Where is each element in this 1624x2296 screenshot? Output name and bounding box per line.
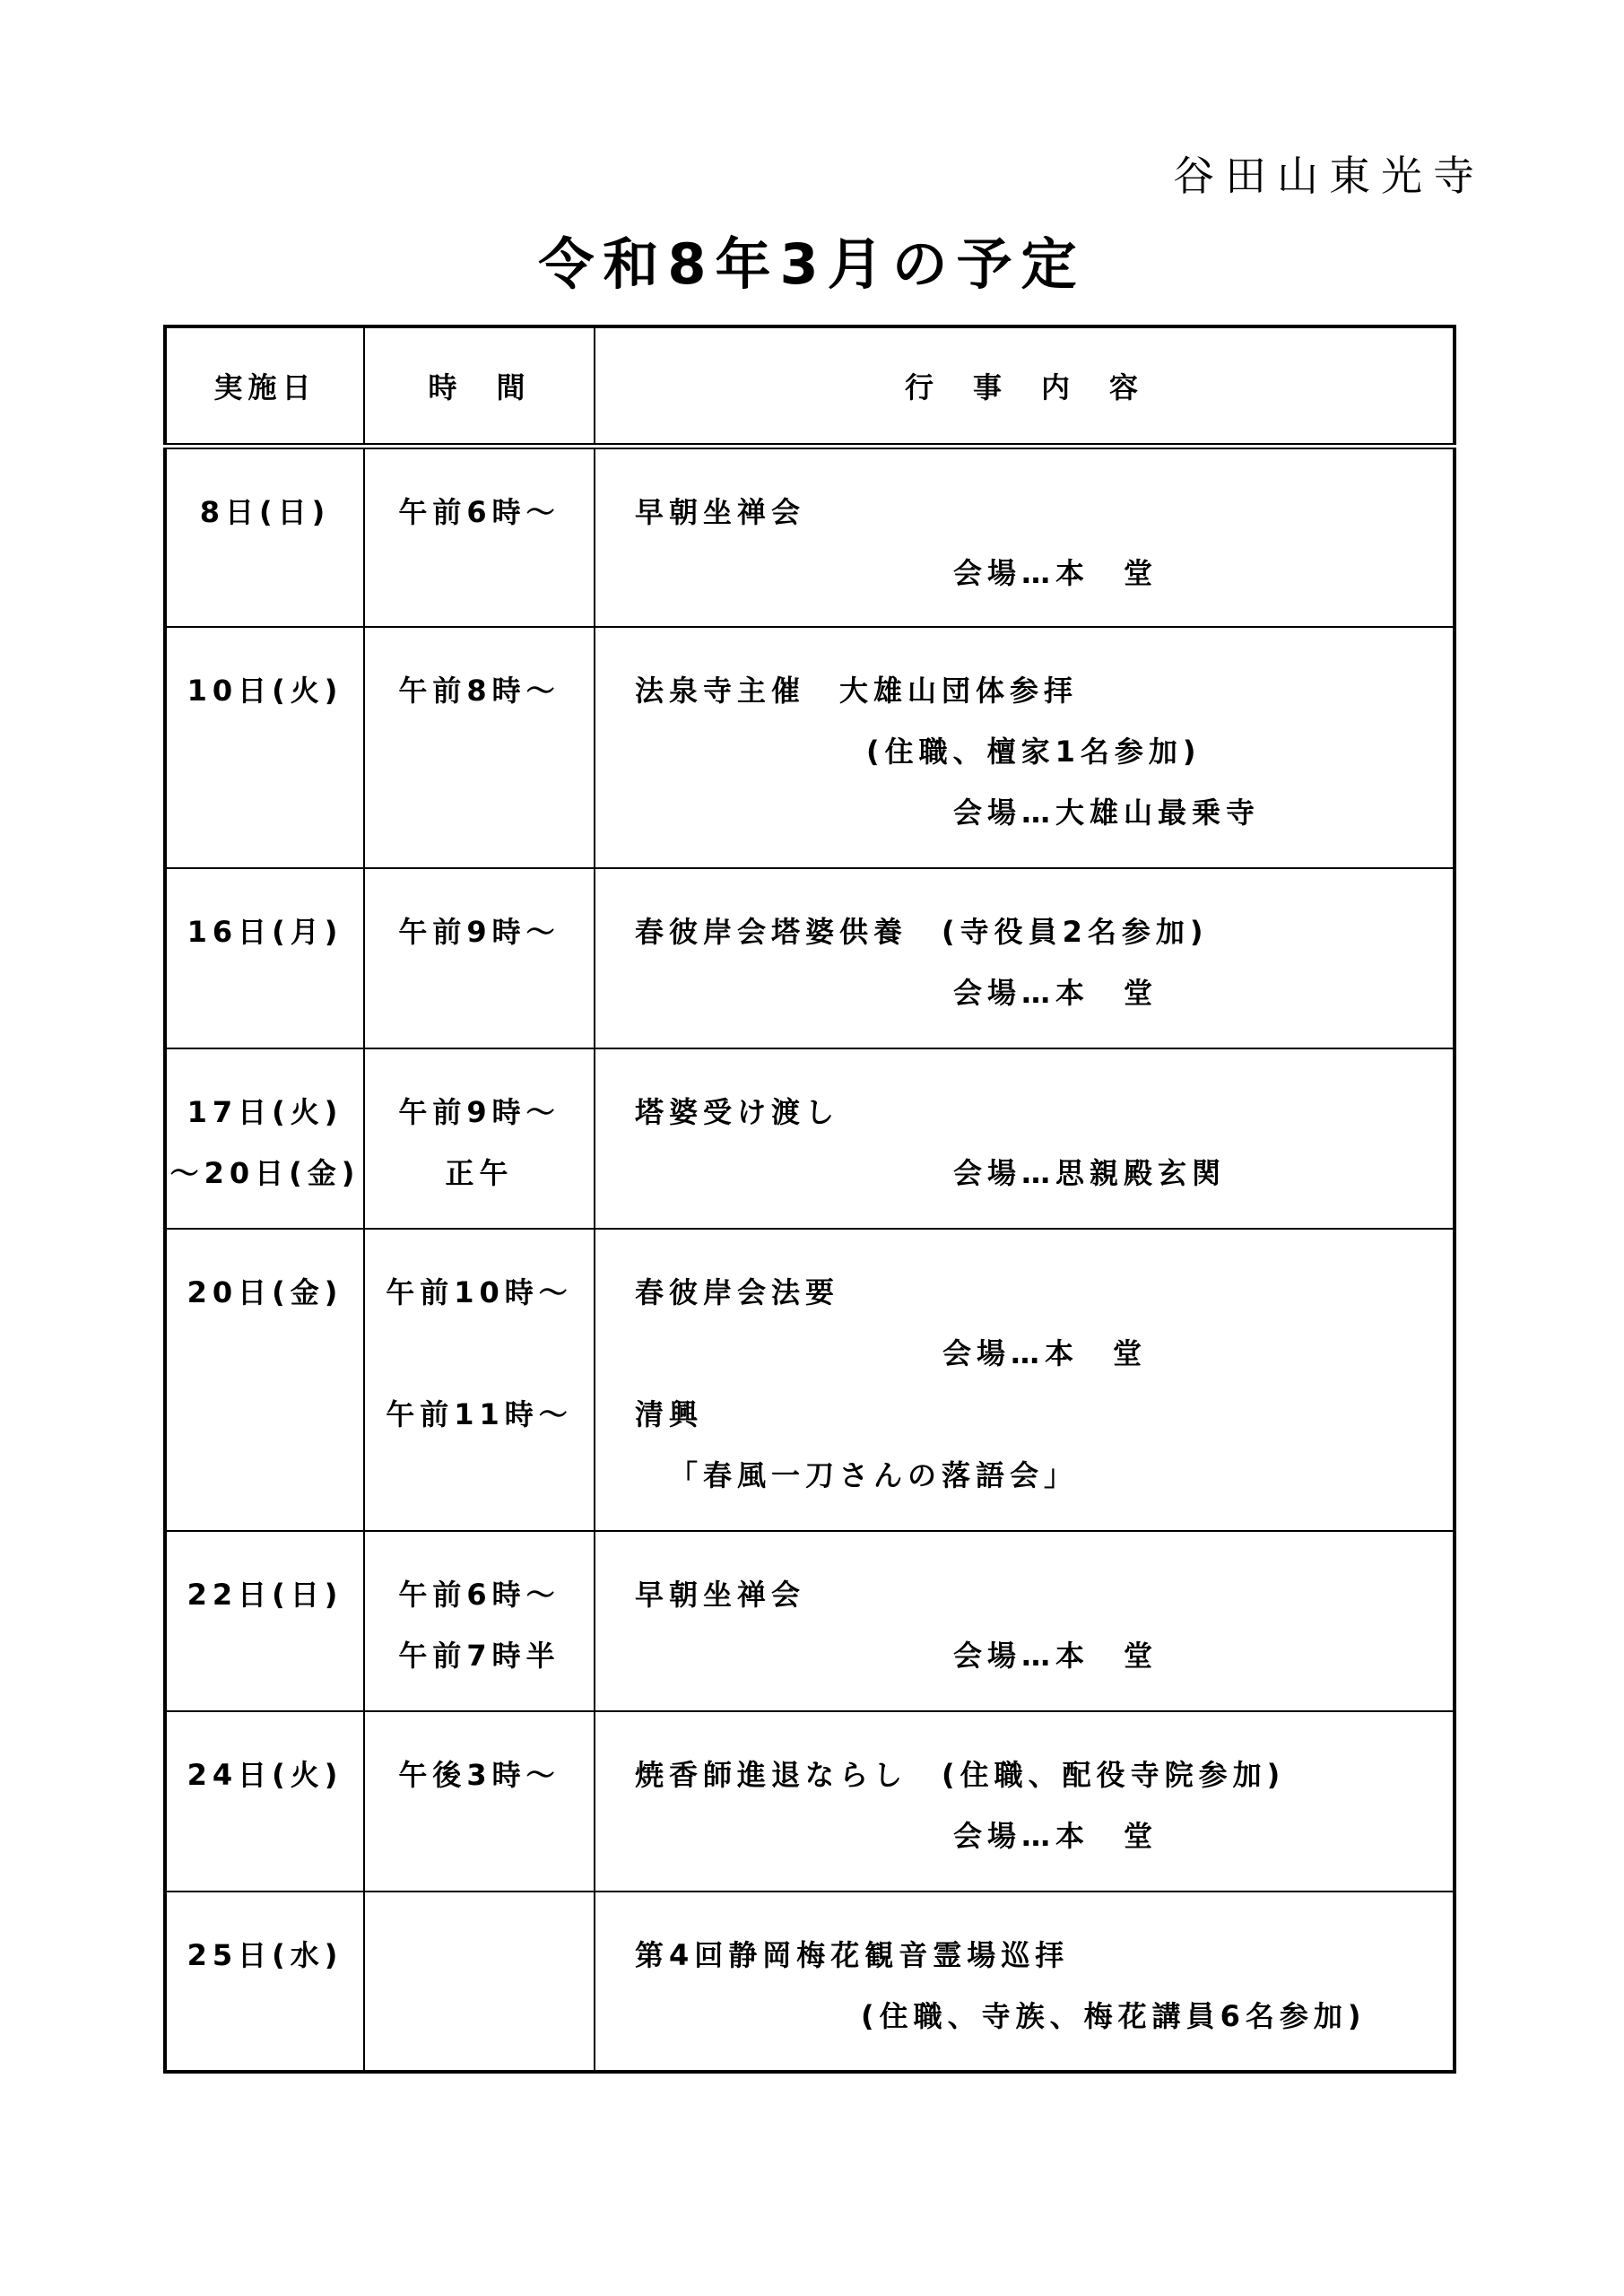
- time-text: 午前9時～: [398, 914, 560, 949]
- event-text: 法泉寺主催 大雄山団体参拝: [635, 673, 1079, 708]
- event-cell: [595, 1711, 1455, 1892]
- table-row: [165, 1892, 1455, 2072]
- header-time: 時 間: [364, 326, 595, 447]
- date-cell: [165, 868, 364, 1048]
- time-text: 午前11時～: [386, 1396, 573, 1431]
- date-text: ～20日(金): [169, 1155, 360, 1190]
- time-text: 午前10時～: [386, 1274, 573, 1309]
- time-cell: [364, 1711, 595, 1892]
- venue-text: 会場…本 堂: [953, 1818, 1159, 1853]
- participants-text: (住職、寺族、梅花講員6名参加): [861, 1998, 1367, 2033]
- page-title: 令和8年3月の予定: [538, 231, 1086, 297]
- date-text: 16日(月): [187, 914, 343, 949]
- time-cell: [364, 1531, 595, 1711]
- table-row: [165, 1048, 1455, 1229]
- event-cell: [595, 627, 1455, 868]
- time-text: 午前6時～: [398, 1577, 560, 1612]
- date-text: 8日(日): [199, 495, 331, 529]
- time-cell: [364, 1892, 595, 2072]
- date-cell: [165, 1229, 364, 1531]
- table-row: [165, 447, 1455, 627]
- table-row: [165, 868, 1455, 1048]
- event-text: 春彼岸会法要: [635, 1274, 840, 1309]
- event-cell: [595, 447, 1455, 627]
- date-cell: [165, 447, 364, 627]
- date-text: 25日(水): [187, 1937, 343, 1972]
- date-cell: [165, 1531, 364, 1711]
- event-text: 早朝坐禅会: [635, 495, 806, 529]
- date-text: 10日(火): [187, 673, 343, 708]
- event-cell: [595, 1531, 1455, 1711]
- event-cell: [595, 1892, 1455, 2072]
- event-text: 焼香師進退ならし (住職、配役寺院参加): [635, 1757, 1286, 1792]
- date-text: 20日(金): [187, 1274, 343, 1309]
- table-row: [165, 1711, 1455, 1892]
- spacer: [365, 1323, 594, 1384]
- schedule-table: [163, 325, 1456, 2074]
- date-cell: [165, 1711, 364, 1892]
- time-cell: [364, 1048, 595, 1229]
- header-row: [165, 326, 1455, 447]
- time-cell: [364, 1229, 595, 1531]
- time-text: 午前9時～: [398, 1094, 560, 1129]
- event-text: 塔婆受け渡し: [635, 1094, 840, 1129]
- time-text: 午前6時～: [398, 495, 560, 529]
- venue-text: 会場…思親殿玄関: [953, 1155, 1227, 1190]
- time-cell: [364, 868, 595, 1048]
- date-text: 24日(火): [187, 1757, 343, 1792]
- date-text: 17日(火): [187, 1094, 343, 1129]
- time-text: 午前7時半: [398, 1638, 560, 1673]
- event-text: 春彼岸会塔婆供養 (寺役員2名参加): [635, 914, 1209, 949]
- date-text: 22日(日): [187, 1577, 343, 1612]
- event-text: 清興: [635, 1396, 704, 1431]
- participants-text: (住職、檀家1名参加): [866, 734, 1202, 769]
- venue-text: 会場…本 堂: [942, 1335, 1148, 1370]
- temple-name: 谷田山東光寺: [1173, 152, 1485, 200]
- event-cell: [595, 868, 1455, 1048]
- event-text: 早朝坐禅会: [635, 1577, 806, 1612]
- table-row: [165, 627, 1455, 868]
- date-cell: [165, 1892, 364, 2072]
- time-cell: [364, 627, 595, 868]
- event-subtitle: 「春風一刀さんの落語会」: [669, 1457, 1079, 1492]
- time-text: 午後3時～: [398, 1757, 560, 1792]
- time-cell: [364, 447, 595, 627]
- time-text: 正午: [445, 1155, 514, 1190]
- venue-text: 会場…本 堂: [953, 1638, 1159, 1673]
- venue-text: 会場…大雄山最乗寺: [953, 795, 1261, 830]
- table-row: [165, 1229, 1455, 1531]
- venue-text: 会場…本 堂: [953, 556, 1159, 590]
- event-cell: [595, 1048, 1455, 1229]
- header-date: 実施日: [165, 326, 364, 447]
- time-text: 午前8時～: [398, 673, 560, 708]
- header-event: 行 事 内 容: [595, 326, 1455, 447]
- event-cell: [595, 1229, 1455, 1531]
- venue-text: 会場…本 堂: [953, 975, 1159, 1010]
- event-text: 第4回静岡梅花観音霊場巡拝: [635, 1937, 1070, 1972]
- date-cell: [165, 627, 364, 868]
- date-cell: [165, 1048, 364, 1229]
- table-row: [165, 1531, 1455, 1711]
